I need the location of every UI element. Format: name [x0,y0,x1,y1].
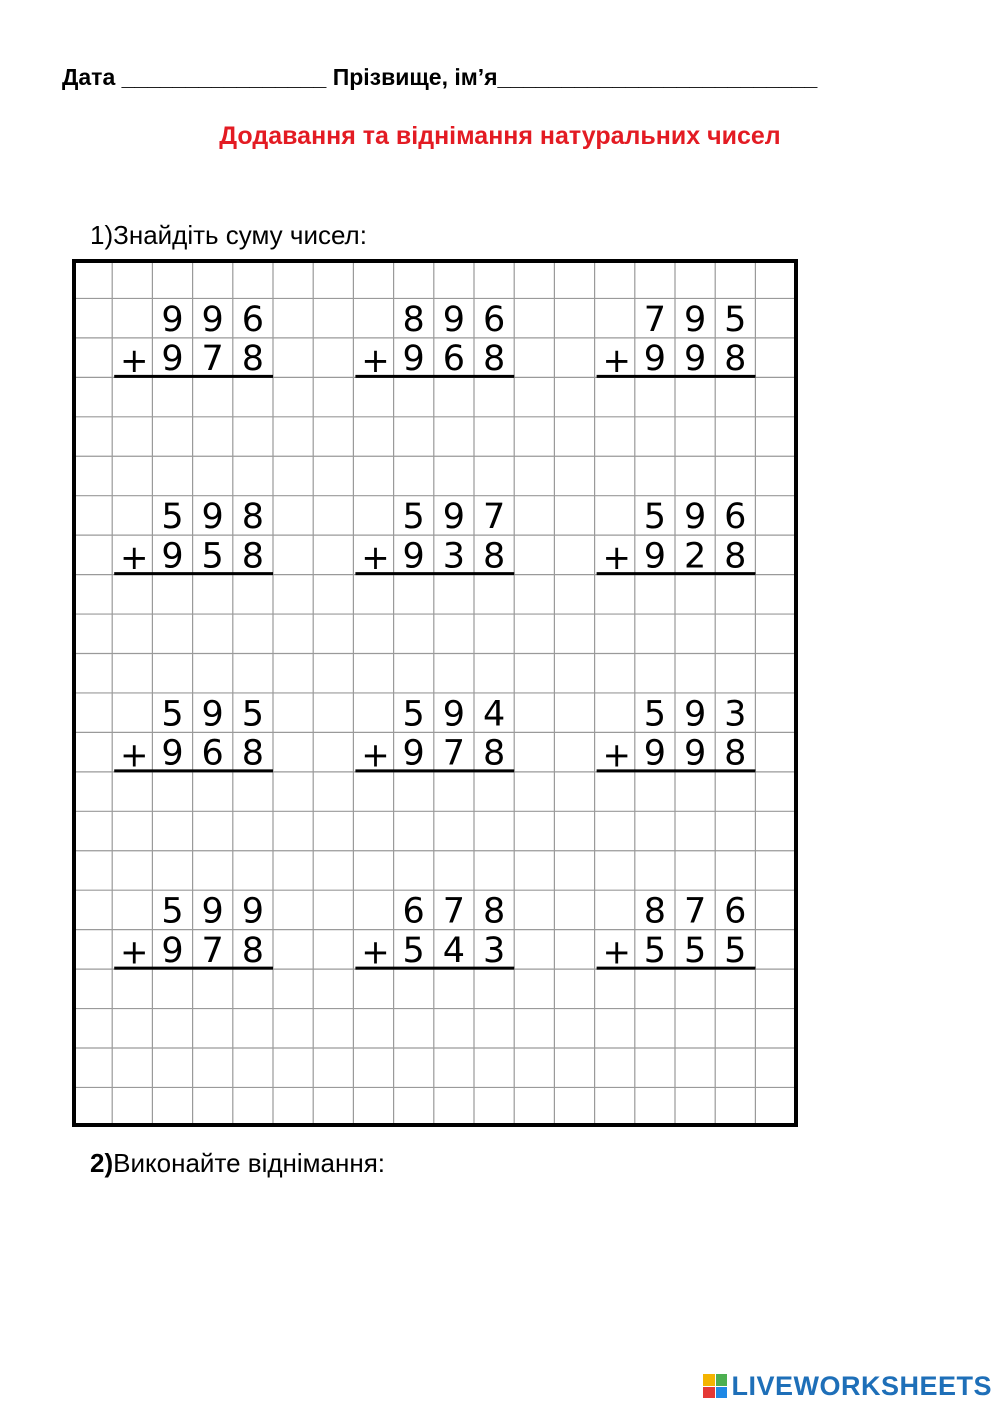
bottom-digit: 8 [482,733,506,774]
top-digit: 8 [241,497,265,538]
bottom-digit: 9 [402,339,425,380]
bottom-digit: 5 [683,930,707,971]
top-digit: 5 [241,694,265,735]
top-digit: 4 [482,694,506,735]
name-field-label: Прізвище, ім’я_________________________ [332,64,818,90]
addition-problem [597,892,756,973]
bottom-digit: 6 [442,339,466,380]
addition-problem [114,497,273,578]
addition-problem [597,300,756,381]
top-digit: 9 [442,694,466,735]
top-digit: 7 [643,299,667,340]
top-digit: 6 [241,299,265,340]
top-digit: 5 [161,694,184,735]
bottom-digit: 5 [402,930,425,971]
top-digit: 9 [201,299,224,340]
bottom-digit: 9 [161,536,184,577]
bottom-digit: 8 [241,733,265,774]
addition-problem [355,694,514,775]
top-digit: 9 [442,497,466,538]
addition-problem [355,497,514,578]
plus-sign: + [602,538,631,579]
bottom-digit: 8 [724,536,747,577]
plus-sign: + [120,735,149,776]
addition-problem [355,892,514,973]
top-digit: 9 [201,694,224,735]
plus-sign: + [602,735,631,776]
bottom-digit: 9 [683,339,707,380]
bottom-digit: 8 [241,536,265,577]
plus-sign: + [602,932,631,973]
liveworksheets-logo-icon [703,1374,727,1398]
addition-problem [597,694,756,775]
plus-sign: + [361,538,390,579]
task-2-number: 2) [90,1148,114,1178]
task-1-number: 1) [90,220,114,250]
addition-problem [114,892,273,973]
bottom-digit: 2 [683,536,707,577]
top-digit: 5 [161,891,184,932]
top-digit: 9 [201,891,224,932]
bottom-digit: 9 [402,536,425,577]
top-digit: 9 [683,694,707,735]
bottom-digit: 8 [482,339,506,380]
addition-problem [597,497,756,578]
top-digit: 9 [683,299,707,340]
top-digit: 8 [643,891,667,932]
bottom-digit: 6 [201,733,224,774]
bottom-digit: 9 [643,733,667,774]
bottom-digit: 9 [683,733,707,774]
bottom-digit: 8 [724,733,747,774]
top-digit: 3 [724,694,747,735]
footer-logo [703,1371,992,1401]
bottom-digit: 3 [442,536,466,577]
bottom-digit: 9 [643,339,667,380]
bottom-digit: 9 [161,339,184,380]
worksheet-title: Додавання та віднімання натуральних чисел [219,122,781,150]
top-digit: 6 [724,497,747,538]
top-digit: 5 [402,497,425,538]
bottom-digit: 7 [201,339,224,380]
plus-sign: + [602,340,631,381]
task-1-text: Знайдіть суму чисел: [113,220,367,250]
bottom-digit: 8 [482,536,506,577]
bottom-digit: 9 [161,930,184,971]
bottom-digit: 7 [201,930,224,971]
plus-sign: + [361,932,390,973]
bottom-digit: 3 [482,930,506,971]
bottom-digit: 9 [161,733,184,774]
plus-sign: + [120,932,149,973]
top-digit: 9 [201,497,224,538]
top-digit: 5 [643,694,667,735]
plus-sign: + [120,538,149,579]
top-digit: 9 [683,497,707,538]
top-digit: 7 [482,497,506,538]
top-digit: 5 [402,694,425,735]
top-digit: 7 [442,891,466,932]
task-1-heading [90,220,367,251]
bottom-digit: 4 [442,930,466,971]
top-digit: 9 [442,299,466,340]
bottom-digit: 8 [241,339,265,380]
top-digit: 7 [683,891,707,932]
top-digit: 5 [724,299,747,340]
grid-paper [72,259,798,1127]
top-digit: 6 [482,299,506,340]
top-digit: 9 [161,299,184,340]
bottom-digit: 5 [201,536,224,577]
addition-problem [355,300,514,381]
bottom-digit: 9 [643,536,667,577]
bottom-digit: 7 [442,733,466,774]
top-digit: 5 [161,497,184,538]
date-field-label: Дата ________________ [62,64,333,90]
top-digit: 8 [402,299,425,340]
task-2-text: Виконайте віднімання: [113,1148,386,1178]
header-line [62,64,817,91]
top-digit: 6 [724,891,747,932]
bottom-digit: 5 [643,930,667,971]
bottom-digit: 8 [241,930,265,971]
top-digit: 6 [402,891,425,932]
top-digit: 9 [241,891,265,932]
logo-text: LIVEWORKSHEETS [731,1370,992,1401]
plus-sign: + [120,340,149,381]
plus-sign: + [361,340,390,381]
bottom-digit: 9 [402,733,425,774]
bottom-digit: 5 [724,930,747,971]
bottom-digit: 8 [724,339,747,380]
top-digit: 5 [643,497,667,538]
addition-problem [114,694,273,775]
top-digit: 8 [482,891,506,932]
task-2-heading [90,1148,385,1179]
plus-sign: + [361,735,390,776]
addition-problem [114,300,273,381]
